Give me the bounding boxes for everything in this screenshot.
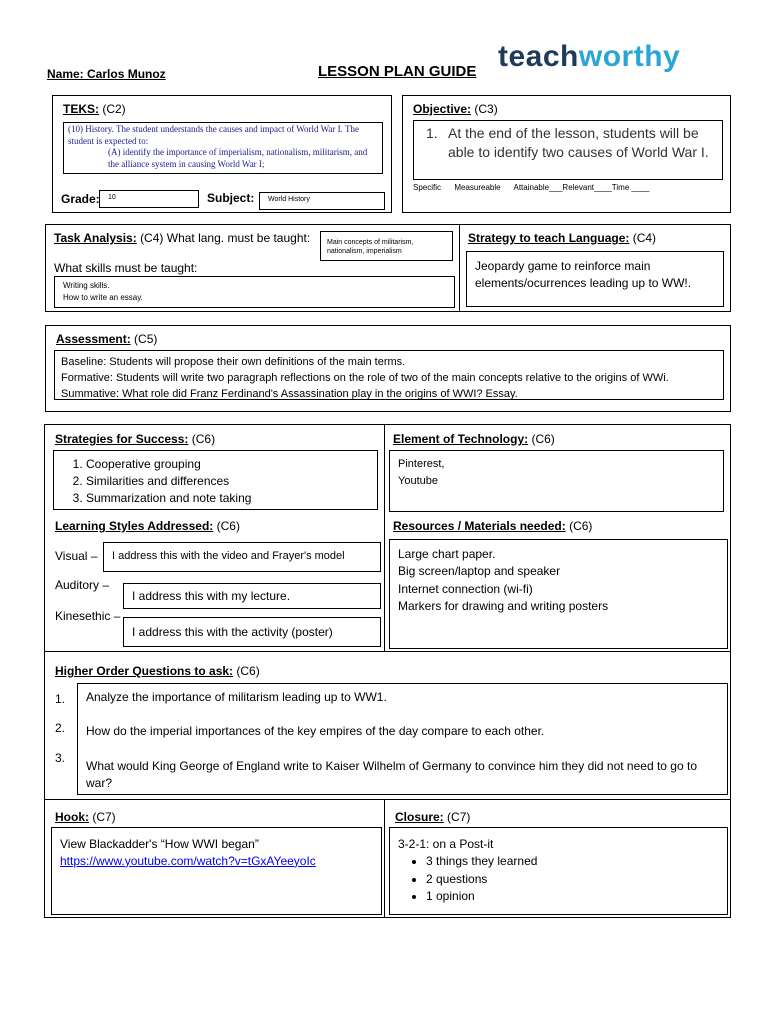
list-item: 1. Cooperative grouping (86, 456, 373, 473)
auditory-label: Auditory – (55, 578, 110, 592)
kinesthetic-field: I address this with the activity (poster) (123, 617, 381, 647)
grade-label: Grade: (61, 192, 100, 206)
question-number: 1. (55, 692, 66, 706)
strategies-heading: Strategies for Success: (C6) (55, 432, 216, 446)
question-number: 3. (55, 751, 66, 765)
hoq-box (77, 683, 728, 795)
strategy-language-text: Jeopardy game to reinforce main elements/ocurrences leading up to WW!. (466, 251, 724, 307)
strategies-list (53, 450, 378, 510)
task-analysis-heading: Task Analysis: (C4) What lang. must be taught: (54, 231, 311, 245)
list-item: Big screen/laptop and speaker (398, 564, 561, 579)
objective-heading: Objective: (C3) (413, 102, 498, 116)
assessment-heading: Assessment: (C5) (56, 332, 158, 346)
teks-standard-text: (10) History. The student understands the causes and impact of World War I. The student is expected to: (A) identify the importance of imperialism, nationalism, militarism, and the alliance system in causing World War I; (63, 122, 383, 174)
teachworthy-logo: teachworthy (498, 40, 681, 73)
kinesthetic-label: Kinesethic – (55, 609, 121, 623)
list-item: Large chart paper. (398, 547, 496, 561)
visual-label: Visual – (55, 549, 98, 563)
smart-criteria: Specific Measureable Attainable___Relevant____Time ____ (413, 183, 650, 192)
visual-field: I address this with the video and Frayer's model (103, 542, 381, 572)
list-item: Markers for drawing and writing posters (398, 599, 609, 614)
hook-heading: Hook: (C7) (55, 810, 116, 824)
question-text: What would King George of England write to Kaiser Wilhelm of Germany to convince him they did not need to go to war? (86, 759, 697, 791)
list-item: Internet connection (wi-fi) (398, 581, 533, 596)
list-item: Youtube (398, 475, 438, 488)
resources-heading: Resources / Materials needed: (C6) (393, 519, 593, 533)
objective-section (402, 95, 731, 213)
skills-label: What skills must be taught: (54, 261, 198, 275)
objective-text: At the end of the lesson, students will be able to identify two causes of World War I. (448, 125, 709, 160)
closure-intro: 3-2-1: on a Post-it (398, 837, 494, 851)
skills-field: Writing skills. How to write an essay. (54, 276, 455, 308)
list-item: Pinterest, (398, 458, 445, 470)
formative-line: Formative: Students will write two paragraph reflections on the role of two of the main concepts relative to the origins of WWi. (61, 371, 669, 384)
hook-text: View Blackadder's “How WWI began” (60, 837, 259, 851)
learning-styles-heading: Learning Styles Addressed: (C6) (55, 519, 240, 533)
teks-section (52, 95, 392, 213)
hoq-heading: Higher Order Questions to ask: (C6) (55, 664, 260, 678)
teks-heading: TEKS: (C2) (63, 102, 126, 116)
grade-field: 10 (99, 190, 199, 208)
baseline-line: Baseline: Students will propose their own definitions of the main terms. (61, 356, 406, 368)
language-field: Main concepts of militarism, nationalism, imperialism (320, 231, 453, 261)
task-analysis-section (45, 224, 731, 312)
objective-number: 1. (426, 125, 438, 141)
resources-list (389, 539, 728, 649)
strategy-language-heading: Strategy to teach Language: (C4) (468, 231, 657, 245)
hook-box (51, 827, 382, 915)
closure-heading: Closure: (C7) (395, 810, 471, 824)
question-text: Analyze the importance of militarism leading up to WW1. (86, 690, 387, 704)
list-item: • 3 things they learned (426, 853, 719, 870)
technology-heading: Element of Technology: (C6) (393, 432, 555, 446)
summative-line: Summative: What role did Franz Ferdinand's Assassination play in the origins of WWI? Essay. (61, 387, 518, 400)
question-number: 2. (55, 721, 66, 735)
auditory-field: I address this with my lecture. (123, 583, 381, 609)
list-item: 2. Similarities and differences (86, 473, 373, 490)
divider (459, 225, 460, 311)
page-title: LESSON PLAN GUIDE (318, 63, 477, 80)
student-name: Name: Carlos Munoz (47, 67, 166, 81)
main-grid (44, 424, 731, 918)
objective-text-box (413, 120, 723, 180)
assessment-box (54, 350, 724, 400)
list-item: • 2 questions (426, 871, 719, 888)
closure-box (389, 827, 728, 915)
list-item: • 1 opinion (426, 888, 719, 905)
assessment-section (45, 325, 731, 412)
list-item: 3. Summarization and note taking (86, 490, 373, 507)
subject-label: Subject: (207, 191, 255, 205)
subject-field: World History (259, 192, 385, 210)
technology-list (389, 450, 724, 512)
hook-video-link[interactable]: https://www.youtube.com/watch?v=tGxAYeeyoIc (60, 853, 316, 868)
question-text: How do the imperial importances of the key empires of the day compare to each other. (86, 724, 545, 738)
